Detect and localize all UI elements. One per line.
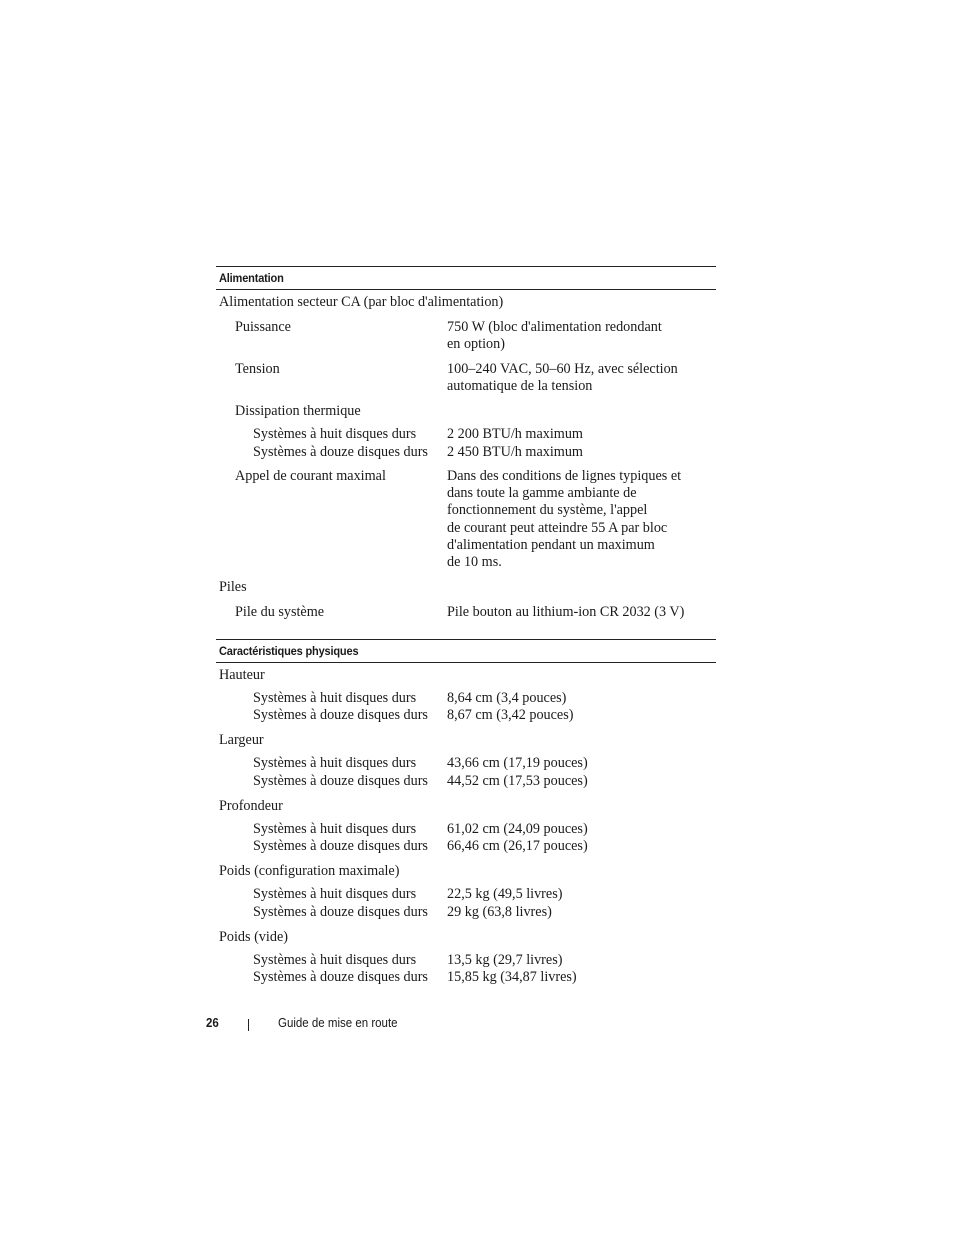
inrush-value-line-6: de 10 ms.: [447, 554, 502, 570]
heat-eight-drive-label: Systèmes à huit disques durs: [253, 426, 417, 442]
width-twelve-drive-value: 44,52 cm (17,53 pouces): [447, 773, 588, 789]
depth-eight-drive-label: Systèmes à huit disques durs: [253, 821, 417, 837]
width-eight-drive-label: Systèmes à huit disques durs: [253, 755, 417, 771]
heat-twelve-drive-label: Systèmes à douze disques durs: [253, 444, 428, 460]
page-footer: [0, 1016, 954, 1036]
wattage-label: Puissance: [235, 319, 291, 335]
ac-power-label: Alimentation secteur CA (par bloc d'alimentation): [219, 294, 504, 310]
depth-label: Profondeur: [219, 798, 283, 814]
section-header-power: [216, 266, 716, 290]
weight-max-twelve-drive-label: Systèmes à douze disques durs: [253, 904, 428, 920]
weight-empty-eight-drive-value: 13,5 kg (29,7 livres): [447, 952, 563, 968]
voltage-value-line-1: 100–240 VAC, 50–60 Hz, avec sélection: [447, 361, 678, 377]
inrush-value-line-5: d'alimentation pendant un maximum: [447, 537, 655, 553]
section-title-power: Alimentation: [219, 271, 284, 285]
height-twelve-drive-label: Systèmes à douze disques durs: [253, 707, 428, 723]
heat-twelve-drive-value: 2 450 BTU/h maximum: [447, 444, 583, 460]
voltage-label: Tension: [235, 361, 280, 377]
system-battery-value: Pile bouton au lithium-ion CR 2032 (3 V): [447, 604, 685, 620]
depth-twelve-drive-label: Systèmes à douze disques durs: [253, 838, 428, 854]
system-battery-label: Pile du système: [235, 604, 325, 620]
weight-max-label: Poids (configuration maximale): [219, 863, 400, 879]
section-title-physical: Caractéristiques physiques: [219, 644, 359, 658]
inrush-value-line-3: fonctionnement du système, l'appel: [447, 502, 648, 518]
inrush-value-line-1: Dans des conditions de lignes typiques et: [447, 468, 682, 484]
weight-empty-label: Poids (vide): [219, 929, 288, 945]
depth-eight-drive-value: 61,02 cm (24,09 pouces): [447, 821, 588, 837]
footer-title: Guide de mise en route: [278, 1016, 398, 1030]
height-twelve-drive-value: 8,67 cm (3,42 pouces): [447, 707, 574, 723]
weight-empty-eight-drive-label: Systèmes à huit disques durs: [253, 952, 417, 968]
width-twelve-drive-label: Systèmes à douze disques durs: [253, 773, 428, 789]
height-label: Hauteur: [219, 667, 265, 683]
heat-dissipation-label: Dissipation thermique: [235, 403, 361, 419]
wattage-value-line-2: en option): [447, 336, 505, 352]
height-eight-drive-label: Systèmes à huit disques durs: [253, 690, 417, 706]
wattage-value-line-1: 750 W (bloc d'alimentation redondant: [447, 319, 662, 335]
depth-twelve-drive-value: 66,46 cm (26,17 pouces): [447, 838, 588, 854]
width-label: Largeur: [219, 732, 264, 748]
page-number: 26: [206, 1016, 219, 1030]
weight-empty-twelve-drive-label: Systèmes à douze disques durs: [253, 969, 428, 985]
weight-max-eight-drive-value: 22,5 kg (49,5 livres): [447, 886, 563, 902]
width-eight-drive-value: 43,66 cm (17,19 pouces): [447, 755, 588, 771]
inrush-value-line-2: dans toute la gamme ambiante de: [447, 485, 637, 501]
weight-max-eight-drive-label: Systèmes à huit disques durs: [253, 886, 417, 902]
heat-eight-drive-value: 2 200 BTU/h maximum: [447, 426, 583, 442]
voltage-value-line-2: automatique de la tension: [447, 378, 593, 394]
inrush-value-line-4: de courant peut atteindre 55 A par bloc: [447, 520, 668, 536]
section-header-physical: [216, 639, 716, 663]
inrush-current-label: Appel de courant maximal: [235, 468, 386, 484]
weight-empty-twelve-drive-value: 15,85 kg (34,87 livres): [447, 969, 577, 985]
batteries-label: Piles: [219, 579, 247, 595]
height-eight-drive-value: 8,64 cm (3,4 pouces): [447, 690, 567, 706]
footer-separator: [248, 1019, 249, 1031]
weight-max-twelve-drive-value: 29 kg (63,8 livres): [447, 904, 552, 920]
